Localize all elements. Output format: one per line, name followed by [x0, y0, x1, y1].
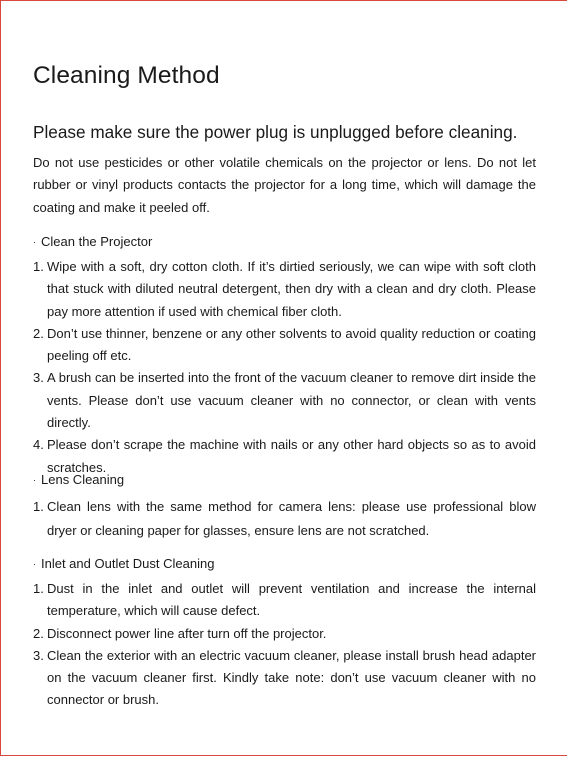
intro-paragraph: Do not use pesticides or other volatile chemicals on the projector or lens. Do not let rubber or vinyl products contacts the projector for a long time, which will damage the coating and make it peeled off.	[33, 155, 536, 215]
step-text: Wipe with a soft, dry cotton cloth. If it’s dirtied seriously, we can wipe with soft cloth that stuck with diluted neutral detergent, then dry with a clean and dry cloth. Please pay more attention if used with chemical fiber cloth.	[47, 259, 536, 319]
section-heading-label: Clean the Projector	[41, 234, 153, 249]
step-text: Please don’t scrape the machine with nails or any other hard objects so as to avoid scratches.	[47, 437, 536, 475]
section-bullet: ·	[33, 237, 36, 247]
section-bullet: ·	[33, 559, 36, 569]
step-number: 4.	[33, 437, 44, 453]
step-text: Disconnect power line after turn off the projector.	[47, 625, 327, 641]
unplug-warning: Please make sure the power plug is unplugged before cleaning.	[33, 122, 518, 142]
step-number: 1.	[33, 581, 44, 596]
section-heading-label: Inlet and Outlet Dust Cleaning	[41, 556, 215, 571]
step-number: 2.	[33, 625, 44, 641]
step-text: A brush can be inserted into the front of the vacuum cleaner to remove dirt inside the vents. Please don’t use vacuum cleaner with no connector, or clean with vents directly.	[47, 370, 536, 431]
step-number: 2.	[33, 325, 44, 341]
step-text: Clean lens with the same method for camera lens: please use professional blow dryer or cleaning paper for glasses, ensure lens are not scratched.	[47, 499, 536, 538]
step-number: 1.	[33, 499, 44, 514]
list-item	[33, 323, 536, 368]
clean-projector-steps	[33, 256, 536, 479]
list-item	[33, 645, 536, 712]
section-heading-dust-cleaning	[33, 556, 214, 571]
step-number: 3.	[33, 370, 44, 386]
section-heading-label: Lens Cleaning	[41, 472, 125, 487]
list-item	[33, 495, 536, 543]
step-text: Clean the exterior with an electric vacuum cleaner, please install brush head adapter on the vacuum cleaner first. Kindly take note: don’t use vacuum cleaner with no connector or brush.	[47, 647, 536, 708]
list-item	[33, 623, 536, 645]
page-title: Cleaning Method	[33, 62, 220, 89]
section-heading-lens-cleaning	[33, 472, 124, 487]
list-item	[33, 256, 536, 323]
step-number: 3.	[33, 647, 44, 663]
step-text: Dust in the inlet and outlet will prevent ventilation and increase the internal temperature, which will cause defect.	[47, 581, 536, 619]
step-text: Don’t use thinner, benzene or any other solvents to avoid quality reduction or coating peeling off etc.	[47, 325, 536, 364]
lens-cleaning-steps	[33, 495, 536, 543]
list-item	[33, 578, 536, 623]
step-number: 1.	[33, 259, 44, 274]
dust-cleaning-steps	[33, 578, 536, 712]
section-bullet: ·	[33, 475, 36, 485]
list-item	[33, 367, 536, 434]
section-heading-clean-projector	[33, 234, 152, 249]
